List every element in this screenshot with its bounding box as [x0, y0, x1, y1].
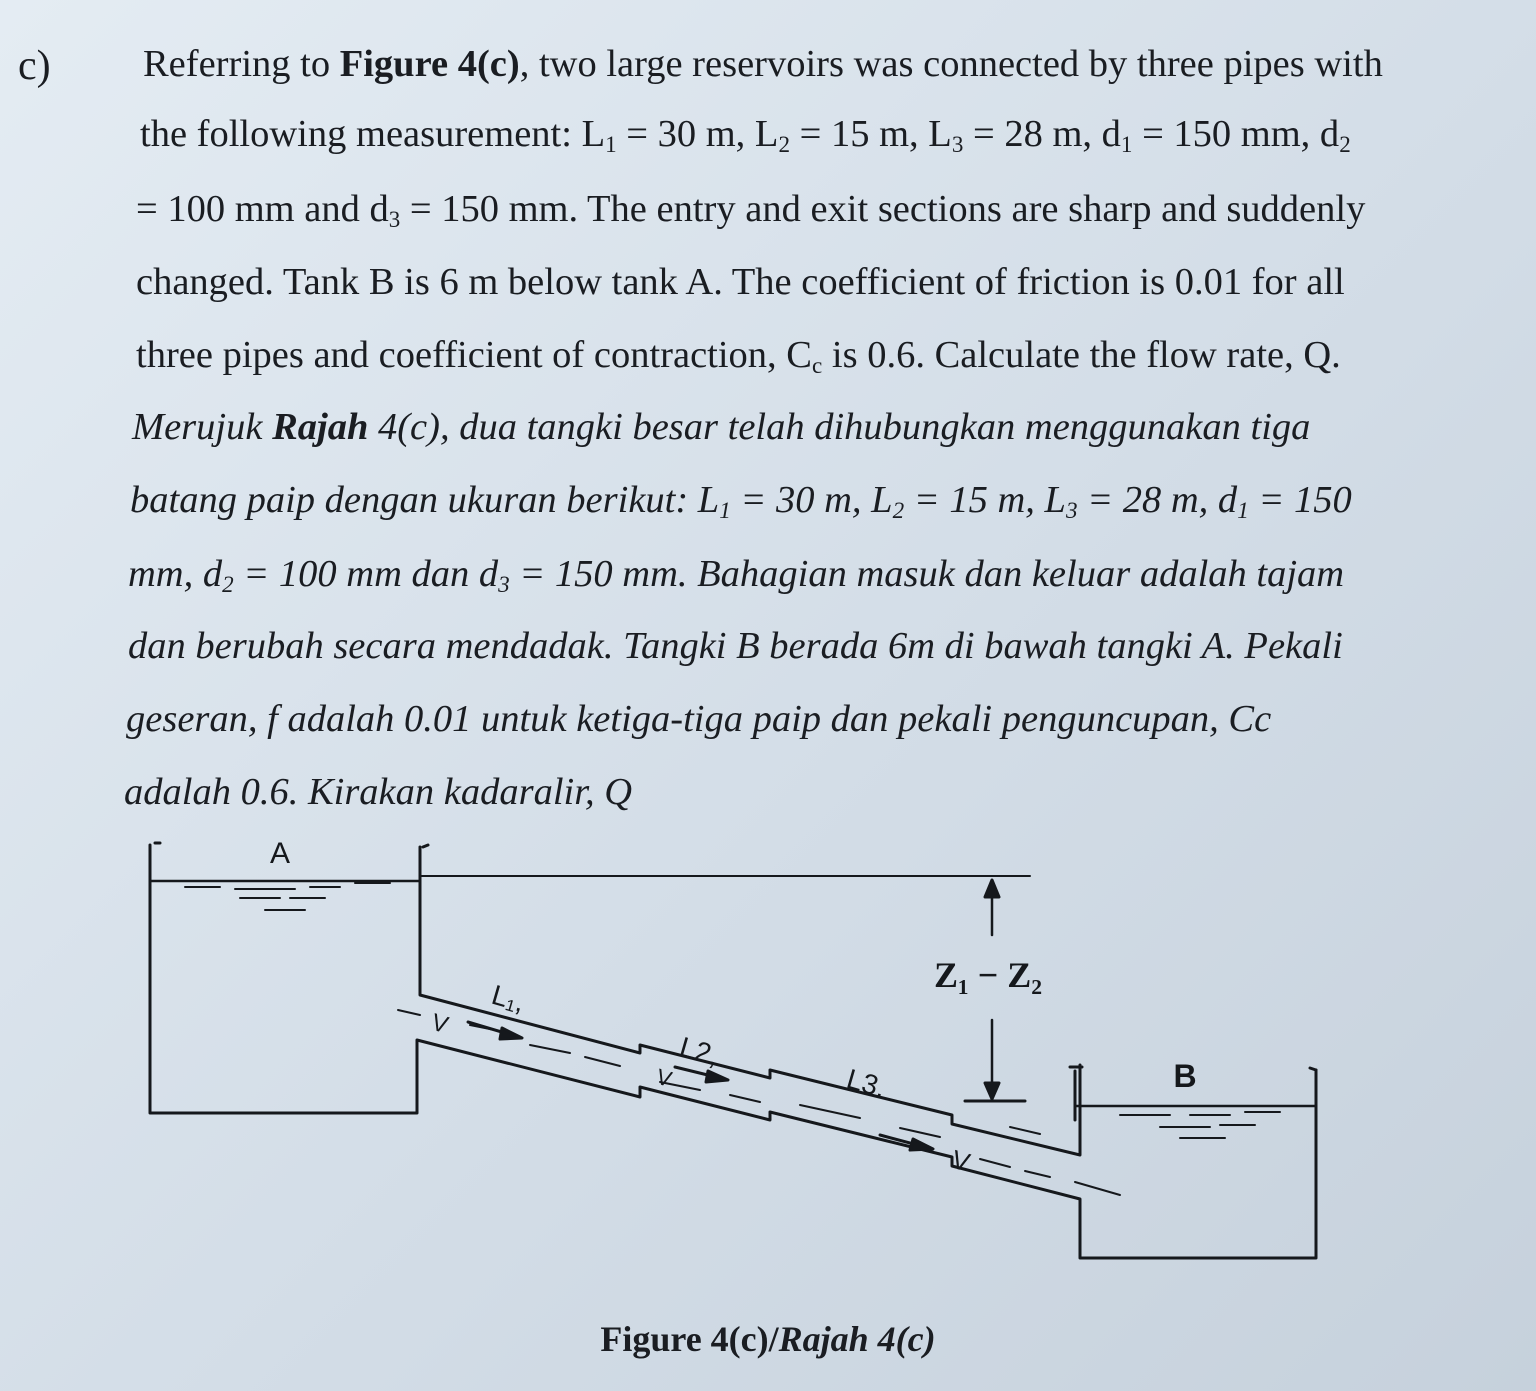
pipe-3-label: L3. [843, 1062, 890, 1104]
malay-line-1: Merujuk Rajah 4(c), dua tangki besar telah dihubungkan menggunakan tiga [132, 406, 1311, 448]
malay-line-5: geseran, f adalah 0.01 untuk ketiga-tiga paip dan pekali penguncupan, Cc [126, 698, 1272, 740]
pipe-1-label: L₁, [488, 978, 529, 1018]
tank-b-label: B [1173, 1058, 1197, 1094]
tank-a-label: A [269, 837, 291, 870]
english-line-1: Referring to Figure 4(c), two large reservoirs was connected by three pipes with [143, 43, 1383, 85]
english-line-5: three pipes and coefficient of contraction, $C_c$ is 0.6. Calculate the flow rate, Q. [136, 334, 1341, 378]
pipe-2-label: L2, [676, 1030, 723, 1072]
velocity-label-3: V [948, 1143, 974, 1178]
figure-caption: Figure 4(c)/Rajah 4(c) [600, 1319, 936, 1359]
reservoir-pipe-diagram [130, 835, 1330, 1275]
question-label: c) [18, 43, 51, 89]
malay-line-3: mm, $d_2 = 100$ mm dan $d_3 = 150$ mm. Bahagian masuk dan keluar adalah tajam [128, 553, 1345, 597]
malay-line-4: dan berubah secara mendadak. Tangki B berada 6m di bawah tangki A. Pekali [128, 625, 1343, 667]
figure-4c [130, 835, 1330, 1275]
english-line-4: changed. Tank B is 6 m below tank A. The coefficient of friction is 0.01 for all [136, 261, 1345, 303]
velocity-label-2: V [653, 1063, 675, 1092]
velocity-label-1: V [428, 1008, 452, 1040]
lower-outline [150, 845, 1316, 1258]
head-label: Z₁ − Z₂ [933, 955, 1043, 995]
english-line-2: the following measurement: $L_1 = 30$ m, $L_2 = 15$ m, $L_3 = 28$ m, $d_1 = 150$ mm, $d_2$ [140, 113, 1351, 157]
malay-line-6: adalah 0.6. Kirakan kadaralir, Q [124, 771, 633, 813]
malay-line-2: batang paip dengan ukuran berikut: $L_1 = 30$ m, $L_2 = 15$ m, $L_3 = 28$ m, $d_1 = 150$ [130, 479, 1352, 523]
english-line-3: = 100 mm and $d_3 = 150$ mm. The entry and exit sections are sharp and suddenly [136, 188, 1366, 232]
